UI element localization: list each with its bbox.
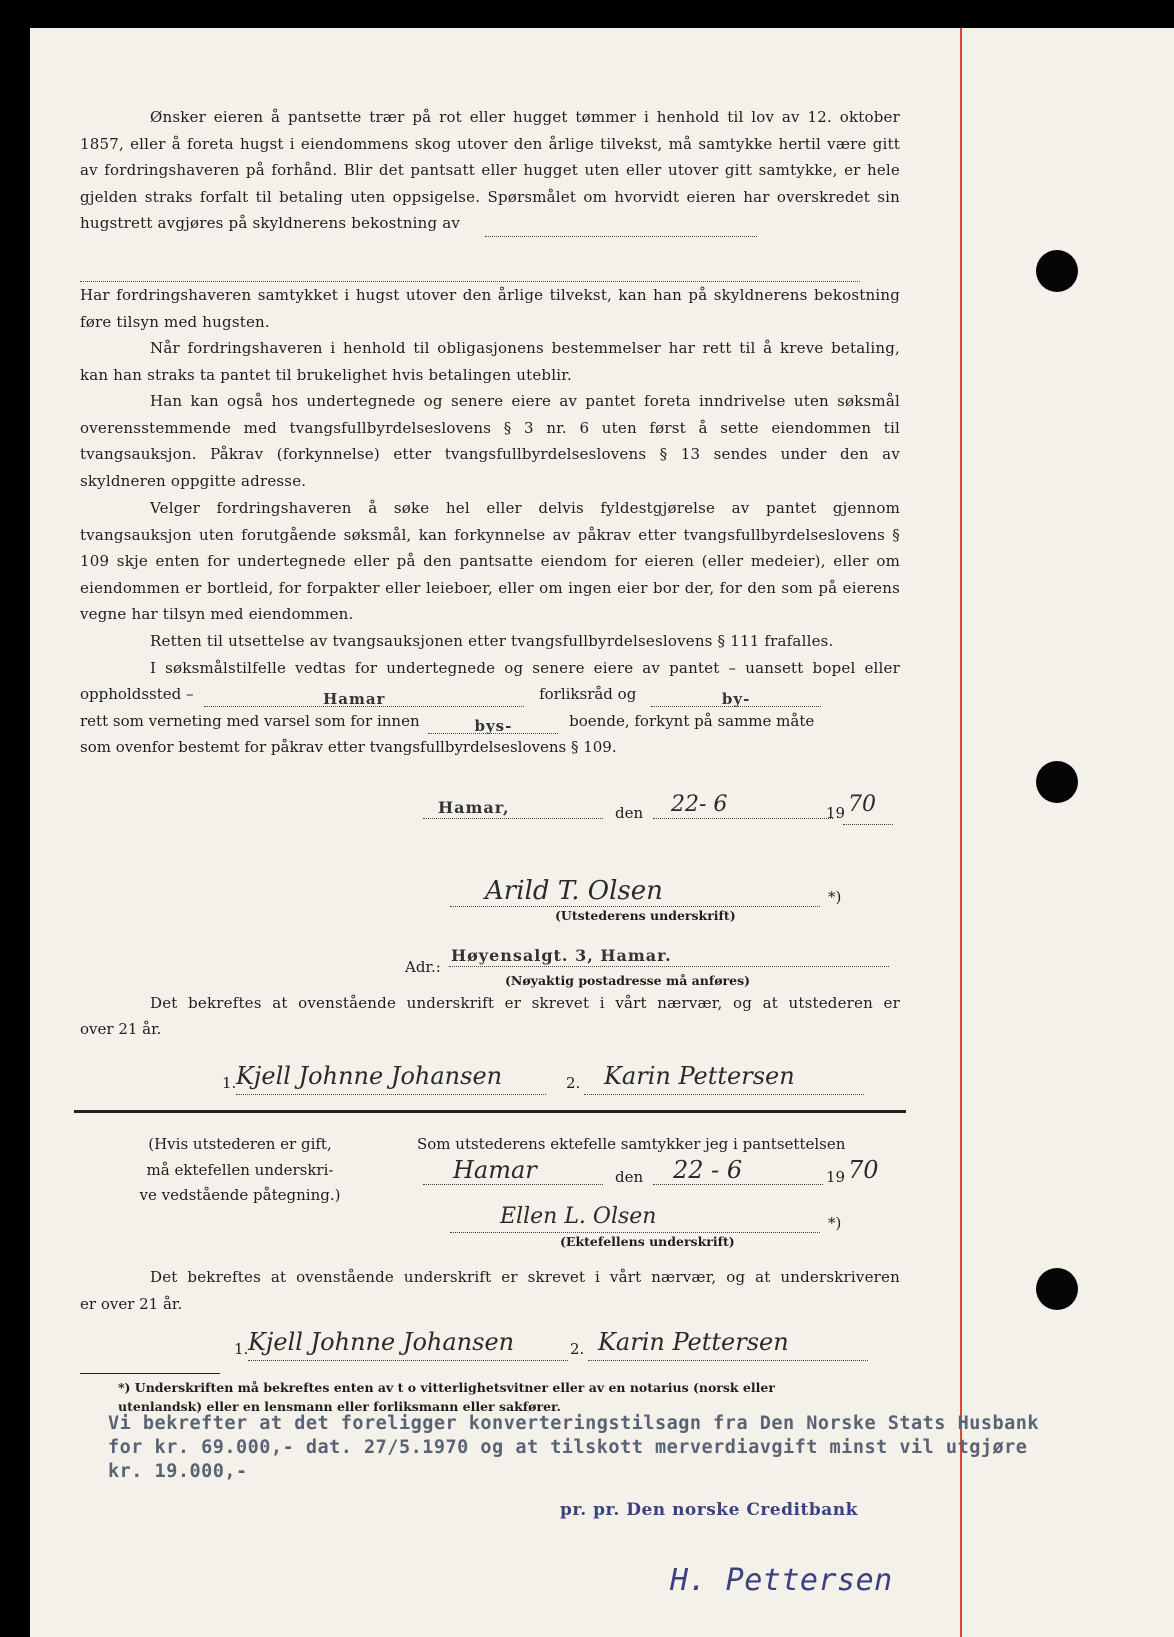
section-divider <box>74 1110 906 1113</box>
by-field: by- <box>651 686 821 707</box>
verneting-line-1: oppholdssted – Hamar forliksråd og by- <box>80 681 900 707</box>
forliksrad-place-field: Hamar <box>204 686 524 707</box>
document-page: Ønsker eieren å pantsette trær på rot eller hugget tømmer i henhold til lov av 12. oktober 1857, eller å foreta hugst i eiendommens skog utover den årlige tilvekst, må samtykke hertil være gitt av fordringshaveren på forhånd. Blir det pantsatt eller hugget uten eller utover gitt samtykke, er hele gjelden straks forfalt til betaling uten oppsigelse. Spørsmålet om hvorvidt eieren har overskredet sin hugstrett avgjøres på skyldnerens bekostning av Har fordringshaveren samtykket i hugst utover den årlige tilvekst, kan han på skyldnerens bekostning føre tilsyn med hugsten. Når fordringshaveren i henhold til obligasjonens bestemmelser har rett til å kreve betaling, kan han straks ta pantet til brukelighet hvis betalingen uteblir. Han kan også hos undertegnede og senere eiere av pantet foreta inndrivelse uten søksmål overensstemmende med tvangsfullbyrdelseslovens § 3 nr. 6 uten først å sette eiendommen til tvangsauksjon. Påkrav (forkynnelse) etter tvangsfullbyrdelseslovens § 13 sendes under den av skyldneren oppgitte adresse. Velger fordringshaveren å søke hel eller delvis fyldestgjørelse av pantet gjennom tvangsauksjon uten forutgående søksmål, kan forkynnelse av påkrav etter tvangsfullbyrdelseslovens § 109 skje enten for undertegnede eller på den pantsatte eiendom for eieren (eller medeier), eller om eiendommen er bortleid, for forpakter eller leieboer, eller om ingen eier bor der, for den som på eierens vegne har tilsyn med eiendommen. Retten til utsettelse av tvangsauksjonen etter tvangsfullbyrdelseslovens § 111 frafalles. I søksmålstilfelle vedtas for undertegnede og senere eiere av pantet – uansett bopel eller oppholdssted – Hamar forliksråd og by- rett som verneting med varsel som for innen bys- boende, forkynt på samme måte som ovenfor bestemt for påkrav etter tvangsfullbyrdelseslovens § 109. Hamar, den 22- 6 19 70 Arild T. Olsen *) (Utstederens underskrift) Adr.: Høyensalgt. 3, Hamar. (Nøyaktig postadresse må anføres) Det bekreftes at ovenstående underskrift er skrevet i vårt nærvær, og at utstederen er over 21 år. 1. Kjell Johnne Johansen 2. Karin Pettersen (Hvis utstederen er gift, må ektefellen underskri- ve vedstående påtegning.) Som utstederens ektefelle samtykker jeg i pantsettelsen Hamar den 22 - 6 19 70 Ellen L. Olsen *) (Ektefellens underskrift) Det bekreftes at ovenstående underskrift er skrevet i vårt nærvær, og at underskriveren er over 21 år. 1. Kjell Johnne Johansen 2. Karin Pettersen *) Underskriften må bekreftes enten av t o vitterlighetsvitner eller av en notarius (norsk eller utenlandsk) eller en lensmann eller forliksmann eller sakfører. Vi bekrefter at det foreligger konverteringstilsagn fra Den Norske Stats Husbank for kr. 69.000,- dat. 27/5.1970 og at tilskott merverdiavgift minst vil utgjøre kr. 19.000,- pr. pr. Den norske Creditbank H. Pettersen <box>30 28 1174 1637</box>
witness-2-signature: Karin Pettersen <box>584 1062 864 1095</box>
bank-stamp: pr. pr. Den norske Creditbank <box>560 1500 858 1520</box>
bank-signature: H. Pettersen <box>670 1563 893 1598</box>
verneting-line-3: som ovenfor bestemt for påkrav etter tvangsfullbyrdelseslovens § 109. <box>80 738 617 756</box>
witness-signatures-2: 1. Kjell Johnne Johansen 2. Karin Pettersen <box>234 1328 924 1366</box>
spouse-place-field: Hamar <box>423 1156 603 1185</box>
footnote: *) Underskriften må bekreftes enten av t o vitterlighetsvitner eller av en notarius (norsk eller utenlandsk) eller en lensmann eller forliksmann eller sakfører. <box>118 1380 775 1414</box>
date-place-field: Hamar, <box>423 798 603 819</box>
paragraph-tvangsauksjon: Velger fordringshaveren å søke hel eller delvis fyldestgjørelse av pantet gjennom tvangsauksjon uten forutgående søksmål, kan forkynnelse av påkrav etter tvangsfullbyrdelseslovens § 109 skje enten for undertegnede eller på den pantsatte eiendom for eieren (eller medeier), eller om eiendommen er bortleid, for forpakter eller leieboer, eller om ingen eier bor der, for den som på eierens vegne har tilsyn med eiendommen. <box>80 499 900 623</box>
bys-field: bys- <box>428 713 558 734</box>
paragraph-utsettelse: Retten til utsettelse av tvangsauksjonen etter tvangsfullbyrdelseslovens § 111 frafalles. <box>150 632 834 650</box>
stamp-line-1: Vi bekrefter at det foreligger konverteringstilsagn fra Den Norske Stats Husbank <box>108 1413 1040 1434</box>
issuer-signature-label: (Utstederens underskrift) <box>555 908 736 923</box>
punch-hole-icon <box>1036 250 1078 292</box>
footnote-rule <box>80 1373 220 1374</box>
witness-2-signature-2: Karin Pettersen <box>588 1328 868 1361</box>
spouse-date-field: 22 - 6 <box>653 1156 823 1185</box>
stamp-line-2: for kr. 69.000,- dat. 27/5.1970 og at tilskott merverdiavgift minst vil utgjøre <box>108 1437 1028 1458</box>
stamp-line-3: kr. 19.000,- <box>108 1461 248 1482</box>
verneting-line-2: rett som verneting med varsel som for innen bys- boende, forkynt på samme måte <box>80 712 815 735</box>
spouse-side-note: (Hvis utstederen er gift, må ektefellen underskri- ve vedstående påtegning.) <box>139 1135 341 1204</box>
spouse-date-line: Hamar den 22 - 6 19 70 <box>423 1156 903 1188</box>
date-field: 22- 6 <box>653 792 833 819</box>
witness-1-signature-2: Kjell Johnne Johansen <box>248 1328 568 1361</box>
witness-signatures-1: 1. Kjell Johnne Johansen 2. Karin Pettersen <box>222 1062 912 1100</box>
punch-hole-icon <box>1036 1268 1078 1310</box>
paragraph-brukelighet: Når fordringshaveren i henhold til obligasjonens bestemmelser har rett til å kreve betaling, kan han straks ta pantet til brukelighet hvis betalingen uteblir. <box>80 339 900 384</box>
issuer-address-block: Adr.: Høyensalgt. 3, Hamar. (Nøyaktig postadresse må anføres) <box>405 948 905 998</box>
issuer-signature: Arild T. Olsen <box>450 876 820 907</box>
dotted-fill-line <box>80 261 860 282</box>
witness-confirmation-2: Det bekreftes at ovenstående underskrift er skrevet i vårt nærvær, og at underskriveren <box>150 1268 900 1286</box>
paragraph-inndrivelse: Han kan også hos undertegnede og senere eiere av pantet foreta inndrivelse uten søksmål overensstemmende med tvangsfullbyrdelseslovens § 3 nr. 6 uten først å sette eiendommen til tvangsauksjon. Påkrav (forkynnelse) etter tvangsfullbyrdelseslovens § 13 sendes under den av skyldneren oppgitte adresse. <box>80 392 900 490</box>
date-line: Hamar, den 22- 6 19 70 <box>423 798 903 828</box>
issuer-address-field: Høyensalgt. 3, Hamar. <box>449 946 889 967</box>
paragraph-hugst: Ønsker eieren å pantsette trær på rot eller hugget tømmer i henhold til lov av 12. oktober 1857, eller å foreta hugst i eiendommens skog utover den årlige tilvekst, må samtykke hertil være gitt av fordringshaveren på forhånd. Blir det pantsatt eller hugget uten eller utover gitt samtykke, er hele gjelden straks forfalt til betaling uten oppsigelse. Spørsmålet om hvorvidt eieren har overskredet sin hugstrett avgjøres på skyldnerens bekostning av <box>80 104 900 237</box>
dotted-fill-line <box>485 216 757 237</box>
witness-confirmation-1: Det bekreftes at ovenstående underskrift er skrevet i vårt nærvær, og at utstederen er <box>150 994 900 1012</box>
punch-hole-icon <box>1036 761 1078 803</box>
spouse-signature: Ellen L. Olsen <box>450 1204 820 1233</box>
spouse-consent-text: Som utstederens ektefelle samtykker jeg i pantsettelsen <box>417 1135 846 1153</box>
red-margin-line <box>960 28 962 1637</box>
paragraph-verneting: I søksmålstilfelle vedtas for undertegnede og senere eiere av pantet – uansett bopel eller <box>150 659 900 677</box>
issuer-signature-block: Arild T. Olsen *) (Utstederens underskrift) <box>450 876 910 926</box>
spouse-signature-block: Ellen L. Olsen *) (Ektefellens underskrift) <box>450 1204 910 1250</box>
witness-1-signature: Kjell Johnne Johansen <box>236 1062 546 1095</box>
paragraph-tilsyn: Har fordringshaveren samtykket i hugst utover den årlige tilvekst, kan han på skyldnerens bekostning føre tilsyn med hugsten. <box>80 286 900 331</box>
